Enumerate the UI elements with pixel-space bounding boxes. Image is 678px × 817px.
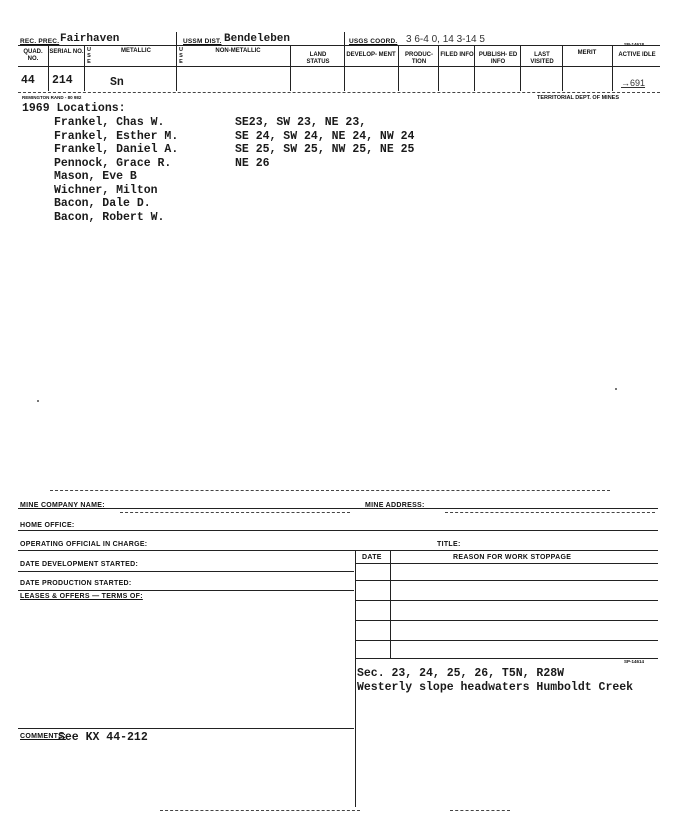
locations-names — [54, 116, 178, 224]
row-divider — [18, 92, 660, 93]
col-sep — [176, 32, 177, 91]
table-col-sep — [390, 550, 391, 658]
scan-edge — [450, 810, 510, 811]
col-sep — [398, 45, 399, 91]
rec-prec-label: REC. PREC. — [20, 38, 60, 45]
location-name: Wichner, Milton — [54, 183, 158, 197]
rule — [355, 640, 658, 641]
col-development: DEVELOP- MENT — [346, 52, 396, 58]
title-label: TITLE: — [437, 541, 461, 548]
location-line-2: Westerly slope headwaters Humboldt Creek — [357, 681, 634, 694]
scan-speck — [37, 400, 39, 402]
remington-tag: REMINGTON RAND - 80 982 — [22, 95, 82, 100]
comments-label: COMMENTS: — [20, 733, 66, 740]
col-quad-no: QUAD. NO. — [23, 49, 43, 62]
operating-official-label: OPERATING OFFICIAL IN CHARGE: — [20, 541, 148, 548]
location-name: Frankel, Chas W. — [54, 116, 165, 129]
header-divider — [18, 45, 660, 46]
usgs-coord-label: USGS COORD. — [349, 38, 398, 45]
col-non-metallic: NON-METALLIC — [215, 48, 261, 54]
rule — [355, 563, 658, 564]
form-number-bottom: SP-14614 — [624, 659, 645, 664]
col-production: PRODUC- TION — [405, 52, 433, 65]
fill-line — [120, 512, 350, 513]
table-border — [355, 550, 356, 662]
location-parcel: SE 25, SW 25, NW 25, NE 25 — [235, 143, 415, 156]
usgs-coord-value: 3 6-4 0, 14 3-14 5 — [406, 34, 485, 45]
leases-offers-label: LEASES & OFFERS — TERMS OF: — [20, 593, 143, 600]
date-col-header: DATE — [362, 554, 382, 561]
location-name: Pennock, Grace R. — [54, 156, 172, 170]
form-number-top: SP-14618 — [624, 42, 645, 47]
location-parcel: NE 26 — [235, 156, 270, 170]
mine-company-name-label: MINE COMPANY NAME: — [20, 502, 105, 509]
locations-parcels — [235, 116, 414, 170]
col-last-visited: LAST VISITED — [530, 52, 554, 65]
location-name: Frankel, Esther M. — [54, 129, 179, 143]
territorial-dept: TERRITORIAL DEPT. OF MINES — [537, 95, 619, 101]
col-sep — [474, 45, 475, 91]
ussm-dist-value: Bendeleben — [224, 33, 291, 45]
bottom-top-rule — [18, 508, 658, 509]
row-active-idle-value: →691 — [621, 78, 646, 88]
columns-divider — [18, 66, 660, 67]
rule — [18, 550, 658, 551]
rule — [18, 571, 354, 572]
row-metallic-value: Sn — [110, 76, 124, 89]
col-sep — [612, 45, 613, 91]
col-filed-info: FILED INFO — [440, 52, 474, 58]
date-development-label: DATE DEVELOPMENT STARTED: — [20, 561, 139, 568]
reason-col-header: REASON FOR WORK STOPPAGE — [453, 554, 572, 561]
table-border — [355, 662, 356, 807]
ussm-dist-label: USSM DIST. — [183, 38, 222, 45]
location-name: Frankel, Daniel A. — [54, 143, 179, 156]
rule — [355, 620, 658, 621]
location-name: Bacon, Robert W. — [54, 210, 165, 224]
rule — [355, 580, 658, 581]
date-production-label: DATE PRODUCTION STARTED: — [20, 580, 132, 587]
rec-prec-value: Fairhaven — [60, 33, 120, 45]
col-merit: MERIT — [577, 50, 597, 56]
mine-address-label: MINE ADDRESS: — [365, 502, 425, 509]
rule — [355, 658, 658, 659]
col-sep — [562, 45, 563, 91]
rule — [355, 600, 658, 601]
row-serial: 214 — [52, 74, 73, 87]
location-parcel: SE 24, SW 24, NE 24, NW 24 — [235, 129, 415, 143]
rule — [18, 530, 658, 531]
col-sep — [438, 45, 439, 91]
col-sep — [344, 32, 345, 91]
torn-edge — [50, 490, 610, 491]
scan-edge — [160, 810, 360, 811]
locations-title: 1969 Locations: — [22, 102, 126, 115]
col-sep — [290, 45, 291, 91]
location-name: Mason, Eve B — [54, 170, 137, 183]
col-sep — [520, 45, 521, 91]
col-land-status: LAND STATUS — [306, 52, 330, 65]
col-metallic: METALLIC — [121, 48, 151, 54]
col-use-u2: U S E — [179, 47, 183, 65]
fill-line — [445, 512, 655, 513]
col-active-idle: ACTIVE IDLE — [618, 52, 656, 58]
location-name: Bacon, Dale D. — [54, 197, 151, 210]
col-use-u: U S E — [87, 47, 91, 65]
comments-value: See KX 44-212 — [58, 731, 148, 744]
row-quad: 44 — [21, 74, 35, 87]
col-sep — [84, 45, 85, 91]
rule — [18, 590, 354, 591]
rule — [18, 728, 354, 729]
col-published-info: PUBLISH- ED INFO — [478, 52, 518, 65]
location-parcel: SE23, SW 23, NE 23, — [235, 116, 367, 129]
scan-speck — [615, 388, 617, 390]
home-office-label: HOME OFFICE: — [20, 522, 75, 529]
col-serial-no: SERIAL NO. — [49, 49, 84, 55]
location-line-1: Sec. 23, 24, 25, 26, T5N, R28W — [357, 667, 565, 680]
